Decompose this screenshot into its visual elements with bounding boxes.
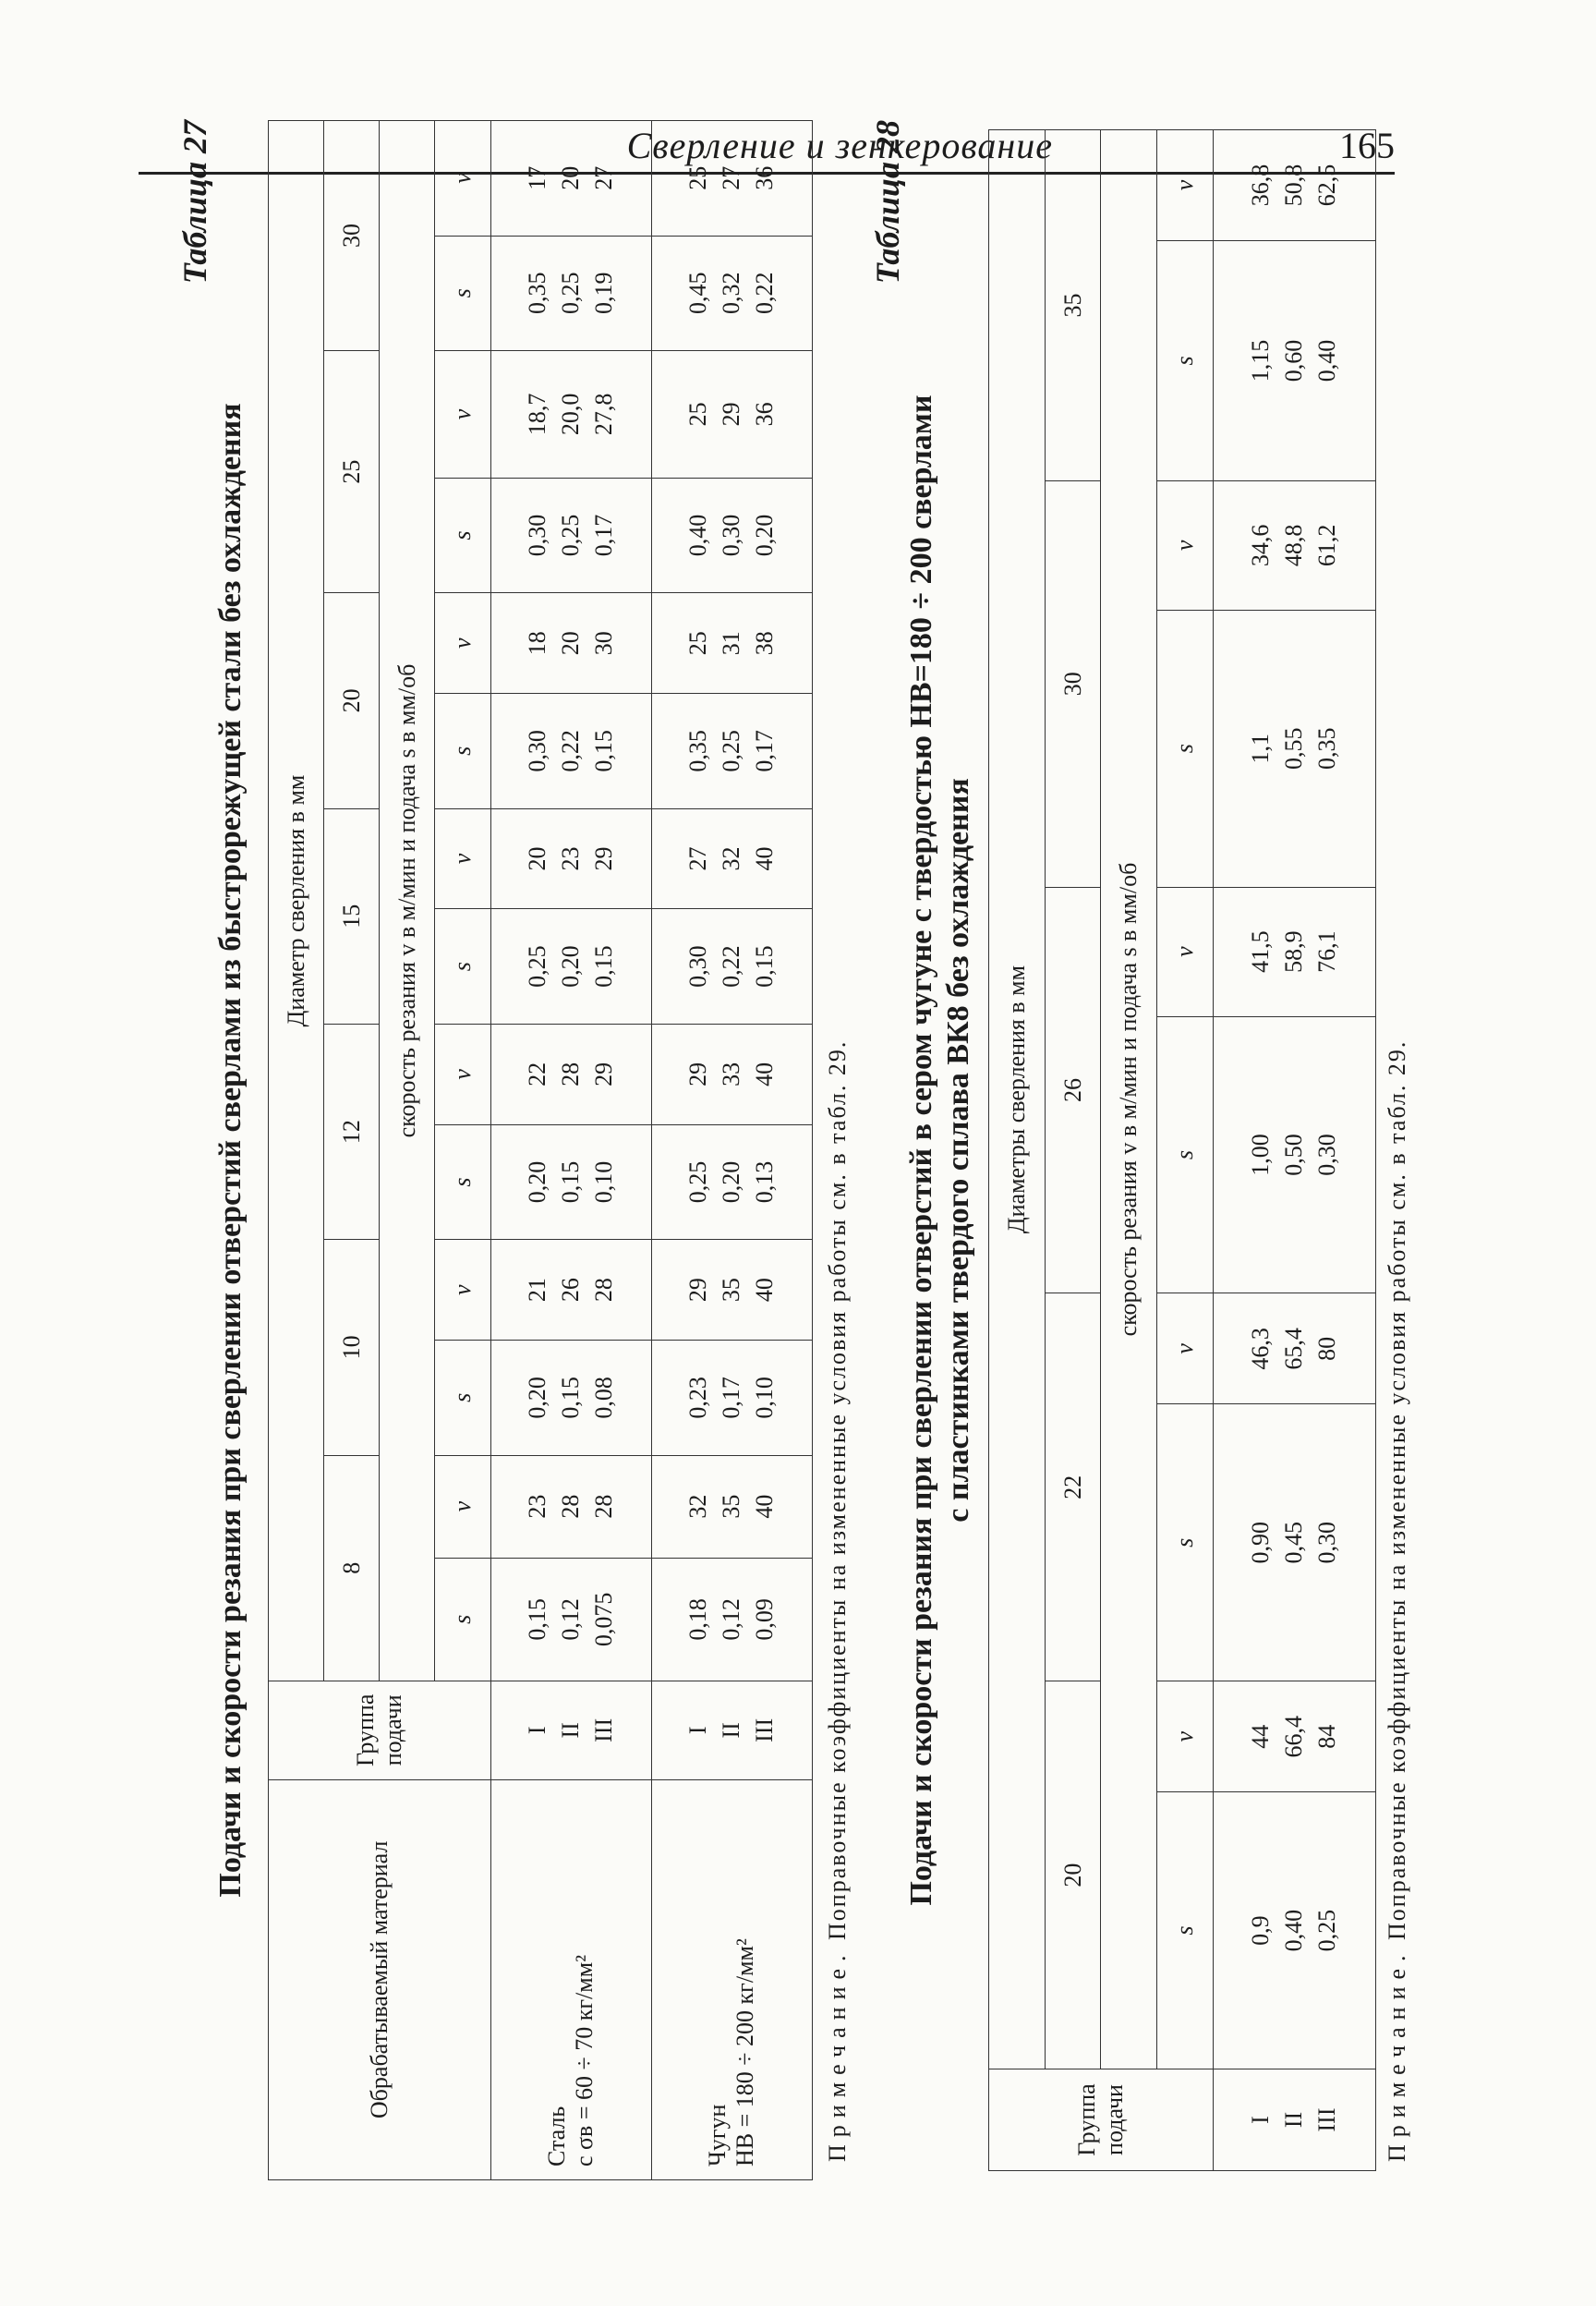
v-cell: 21 26 28 xyxy=(490,1240,651,1341)
diameter-25: 25 xyxy=(324,351,380,593)
v-label: v xyxy=(435,1024,490,1124)
v-cell: 41,5 58,9 76,1 xyxy=(1213,887,1375,1016)
diameter-10: 10 xyxy=(324,1240,380,1455)
table-row xyxy=(490,121,651,2180)
note-label: Примечание. xyxy=(1384,1948,1410,2162)
header-group: Группа подачи xyxy=(269,1681,491,1779)
s-cell: 0,45 0,32 0,22 xyxy=(651,236,812,350)
s-label: s xyxy=(1157,1792,1214,2069)
v-cell: 23 28 28 xyxy=(490,1455,651,1558)
diameter-15: 15 xyxy=(324,808,380,1024)
table28-note xyxy=(1384,1040,1411,2162)
v-label: v xyxy=(435,351,490,479)
note-label: Примечание. xyxy=(824,1948,851,2162)
material-cell xyxy=(651,1779,812,2179)
table27-caption: Таблица 27 xyxy=(176,120,213,285)
v-cell: 17 20 27 xyxy=(490,121,651,237)
v-label: v xyxy=(1157,480,1214,610)
s-cell: 1,1 0,55 0,35 xyxy=(1213,610,1375,887)
table-row xyxy=(651,121,812,2180)
s-cell: 0,20 0,15 0,10 xyxy=(490,1124,651,1239)
header-diameter: Диаметр сверления в мм xyxy=(269,121,324,1681)
material-spec: с σв = 60 ÷ 70 кг/мм² xyxy=(571,1955,598,2166)
s-cell: 0,15 0,12 0,075 xyxy=(490,1558,651,1681)
v-cell: 20 23 29 xyxy=(490,808,651,909)
v-cell: 18,7 20,0 27,8 xyxy=(490,351,651,479)
header-material: Обрабатываемый материал xyxy=(269,1779,491,2179)
group-cell: I II III xyxy=(490,1681,651,1779)
s-cell: 0,18 0,12 0,09 xyxy=(651,1558,812,1681)
v-cell: 22 28 29 xyxy=(490,1024,651,1124)
material-cell xyxy=(490,1779,651,2179)
table-row xyxy=(1213,130,1375,2171)
v-label: v xyxy=(435,808,490,909)
s-cell: 0,35 0,25 0,17 xyxy=(651,694,812,808)
v-cell: 46,3 65,4 80 xyxy=(1213,1293,1375,1404)
table28-caption: Таблица 28 xyxy=(869,120,906,285)
s-cell: 0,9 0,40 0,25 xyxy=(1213,1792,1375,2069)
v-label: v xyxy=(1157,130,1214,241)
note-text: Поправочные коэффициенты на измененные условия работы см. в табл. 29. xyxy=(824,1039,851,1940)
s-label: s xyxy=(1157,1404,1214,1681)
v-cell: 44 66,4 84 xyxy=(1213,1681,1375,1792)
header-units: скорость резания v в м/мин и подача s в мм/об xyxy=(1101,130,1157,2069)
s-label: s xyxy=(435,1124,490,1239)
v-label: v xyxy=(1157,1681,1214,1792)
s-cell: 0,23 0,17 0,10 xyxy=(651,1341,812,1455)
s-cell: 1,00 0,50 0,30 xyxy=(1213,1016,1375,1293)
s-label: s xyxy=(435,236,490,350)
s-label: s xyxy=(435,1341,490,1455)
s-cell: 0,90 0,45 0,30 xyxy=(1213,1404,1375,1681)
diameter-22: 22 xyxy=(1045,1293,1101,1681)
s-label: s xyxy=(435,694,490,808)
s-label: s xyxy=(1157,610,1214,887)
v-cell: 34,6 48,8 61,2 xyxy=(1213,480,1375,610)
v-cell: 18 20 30 xyxy=(490,593,651,694)
s-cell: 0,35 0,25 0,19 xyxy=(490,236,651,350)
page-number: 165 xyxy=(1339,125,1395,166)
rotated-page-content xyxy=(157,120,1422,2180)
v-label: v xyxy=(435,1455,490,1558)
v-cell: 25 31 38 xyxy=(651,593,812,694)
header-units: скорость резания v в м/мин и подача s в мм/об xyxy=(380,121,435,1681)
v-cell: 36,8 50,8 62,5 xyxy=(1213,130,1375,241)
diameter-20: 20 xyxy=(324,593,380,808)
v-label: v xyxy=(435,593,490,694)
diameter-26: 26 xyxy=(1045,887,1101,1293)
v-label: v xyxy=(1157,1293,1214,1404)
s-cell: 0,40 0,30 0,20 xyxy=(651,478,812,592)
note-text: Поправочные коэффициенты на измененные условия работы см. в табл. 29. xyxy=(1384,1039,1410,1940)
s-label: s xyxy=(435,478,490,592)
diameter-20: 20 xyxy=(1045,1681,1101,2069)
diameter-35: 35 xyxy=(1045,130,1101,481)
s-cell: 1,15 0,60 0,40 xyxy=(1213,241,1375,481)
s-label: s xyxy=(1157,241,1214,481)
v-cell: 25 27 36 xyxy=(651,121,812,237)
table27 xyxy=(268,120,813,2180)
header-diameter: Диаметры сверления в мм xyxy=(989,130,1046,2069)
s-label: s xyxy=(435,1558,490,1681)
diameter-8: 8 xyxy=(324,1455,380,1681)
table28-title-line1: Подачи и скорости резания при сверлении отверстий в сером чугуне с твердостью HB=180 ÷ 200 сверлами xyxy=(904,394,938,1906)
material-name: Сталь xyxy=(543,2106,571,2166)
v-label: v xyxy=(435,121,490,237)
s-label: s xyxy=(1157,1016,1214,1293)
diameter-30: 30 xyxy=(1045,480,1101,887)
material-spec: HB = 180 ÷ 200 кг/мм² xyxy=(732,1938,759,2166)
s-cell: 0,30 0,22 0,15 xyxy=(651,909,812,1024)
group-cell: I II III xyxy=(651,1681,812,1779)
header-group: Группа подачи xyxy=(989,2069,1214,2171)
v-label: v xyxy=(1157,887,1214,1016)
diameter-30: 30 xyxy=(324,121,380,351)
material-name: Чугун xyxy=(704,2104,732,2166)
v-cell: 32 35 40 xyxy=(651,1455,812,1558)
v-cell: 29 35 40 xyxy=(651,1240,812,1341)
s-cell: 0,25 0,20 0,13 xyxy=(651,1124,812,1239)
v-cell: 25 29 36 xyxy=(651,351,812,479)
running-title: Сверление и зенкерование xyxy=(626,125,1053,166)
s-label: s xyxy=(435,909,490,1024)
s-cell: 0,25 0,20 0,15 xyxy=(490,909,651,1024)
table27-note xyxy=(824,1040,852,2162)
s-cell: 0,20 0,15 0,08 xyxy=(490,1341,651,1455)
table27-title: Подачи и скорости резания при сверлении отверстий сверлами из быстрорежущей стали без охлаждения xyxy=(213,403,248,1898)
table28-title-line2: с пластинками твердого сплава ВК8 без охлаждения xyxy=(941,778,975,1523)
diameter-12: 12 xyxy=(324,1024,380,1239)
group-cell: I II III xyxy=(1213,2069,1375,2171)
s-cell: 0,30 0,22 0,15 xyxy=(490,694,651,808)
v-cell: 29 33 40 xyxy=(651,1024,812,1124)
v-cell: 27 32 40 xyxy=(651,808,812,909)
s-cell: 0,30 0,25 0,17 xyxy=(490,478,651,592)
table28 xyxy=(988,129,1376,2171)
v-label: v xyxy=(435,1240,490,1341)
